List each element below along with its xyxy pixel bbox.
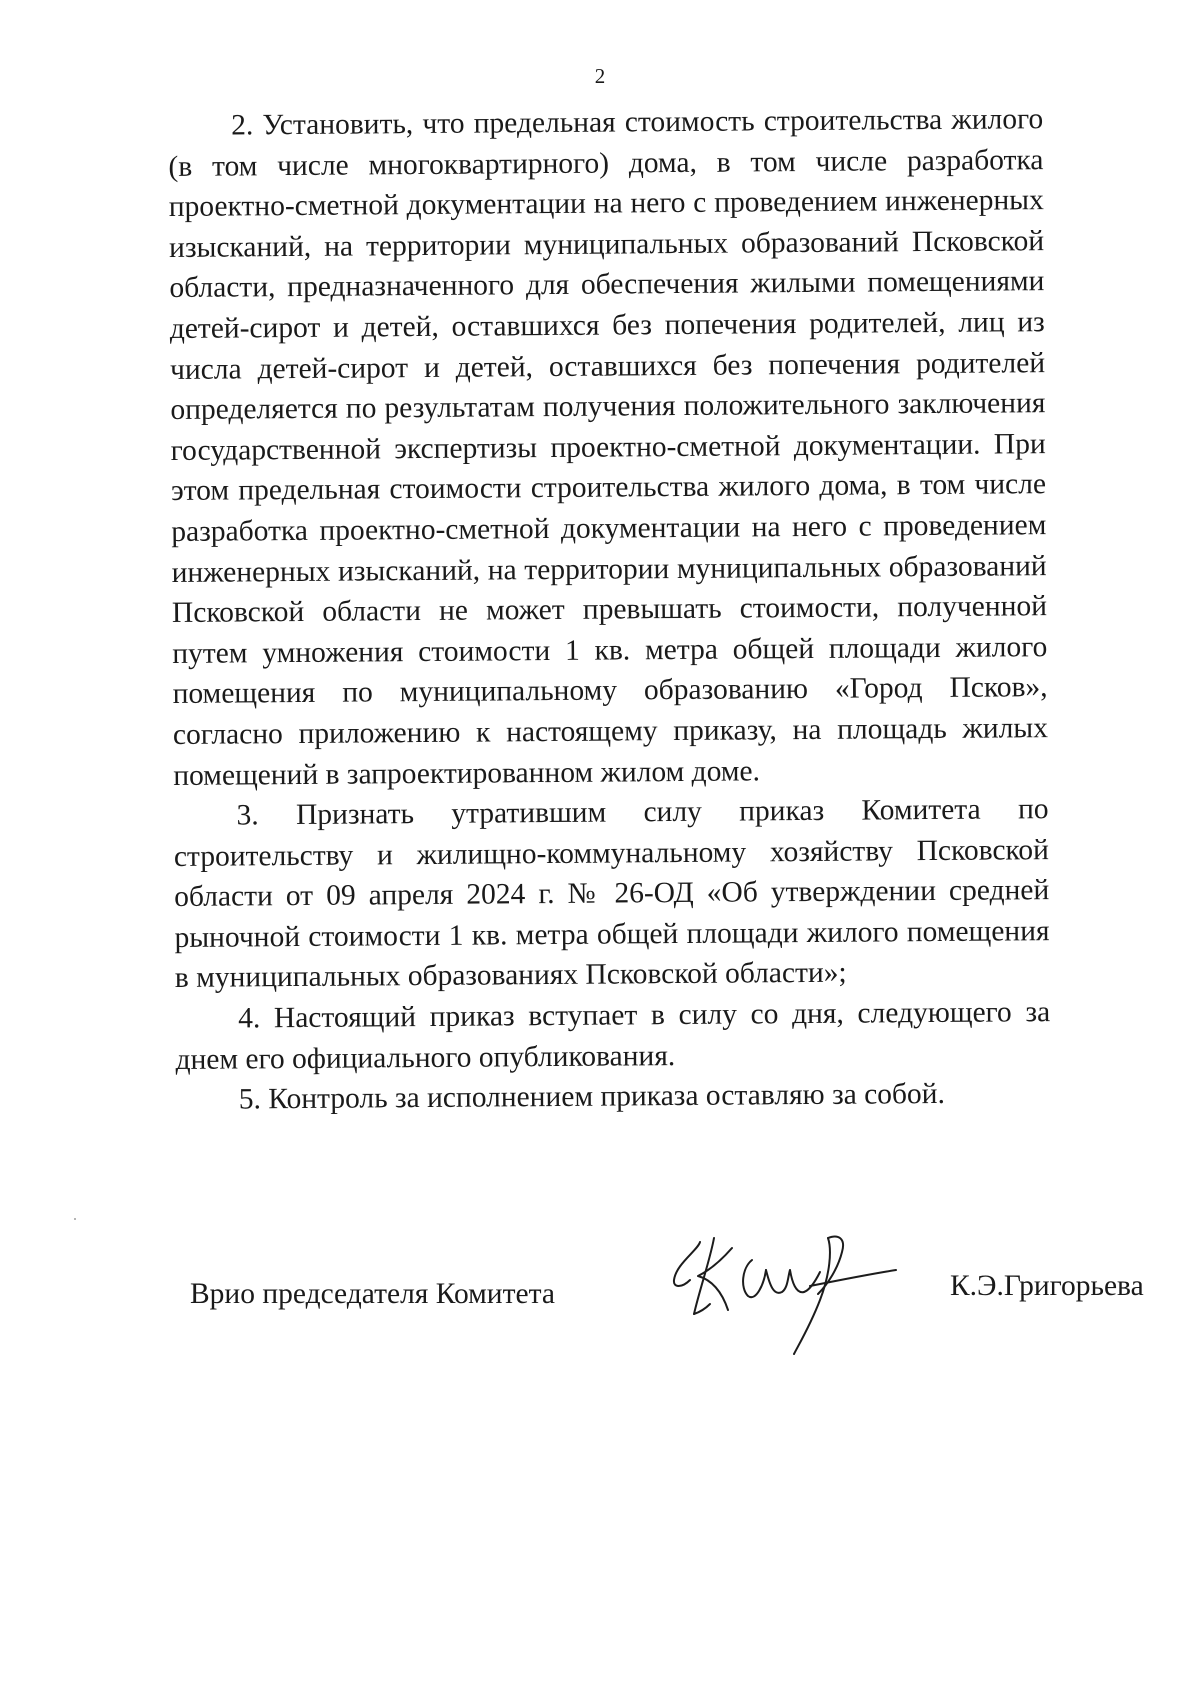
handwritten-signature — [670, 1230, 900, 1355]
signer-title: Врио председателя Комитета — [190, 1278, 555, 1310]
scan-dot — [74, 1218, 76, 1220]
paragraph-2: 2. Установить, что предельная стоимость строительства жилого (в том числе многоквартирного) дома, в том числе разработка проектно-сметной документации на него с проведением инженерных изысканий, на территории муниципальных образований Псковской области, предназначенного для обеспечения жилыми помещениями детей-сирот и детей, оставшихся без попечения родителей, лиц из числа детей-сирот и детей, оставшихся без попечения родителей определяется по результатам получения положительного заключения государственной экспертизы проектно-сметной документации. При этом предельная стоимости строительства жилого дома, в том числе разработка проектно-сметной документации на него с проведением инженерных изысканий, на территории муниципальных образований Псковской области не может превышать стоимости, полученной путем умножения стоимости 1 кв. метра общей площади жилого помещения по муниципальному образованию «Город Псков», согласно приложению к настоящему приказу, на площадь жилых помещений в запроектированном жилом доме. — [168, 103, 1049, 792]
signer-name: К.Э.Григорьева — [950, 1270, 1144, 1302]
signature-block — [190, 1230, 1144, 1360]
paragraph-5: 5. Контроль за исполнением приказа оставляю за собой. — [238, 1078, 946, 1116]
page-number: 2 — [594, 64, 606, 88]
document-body — [168, 99, 1051, 1121]
paragraph-3: 3. Признать утратившим силу приказ Комитета по строительству и жилищно-коммунальному хозяйству Псковской области от 09 апреля 2024 г. № 26-ОД «Об утверждении средней рыночной стоимости 1 кв. метра общей площади жилого помещения в муниципальных образованиях Псковской области»; — [173, 793, 1050, 995]
paragraph-4: 4. Настоящий приказ вступает в силу со дня, следующего за днем его официального опубликования. — [175, 996, 1051, 1076]
